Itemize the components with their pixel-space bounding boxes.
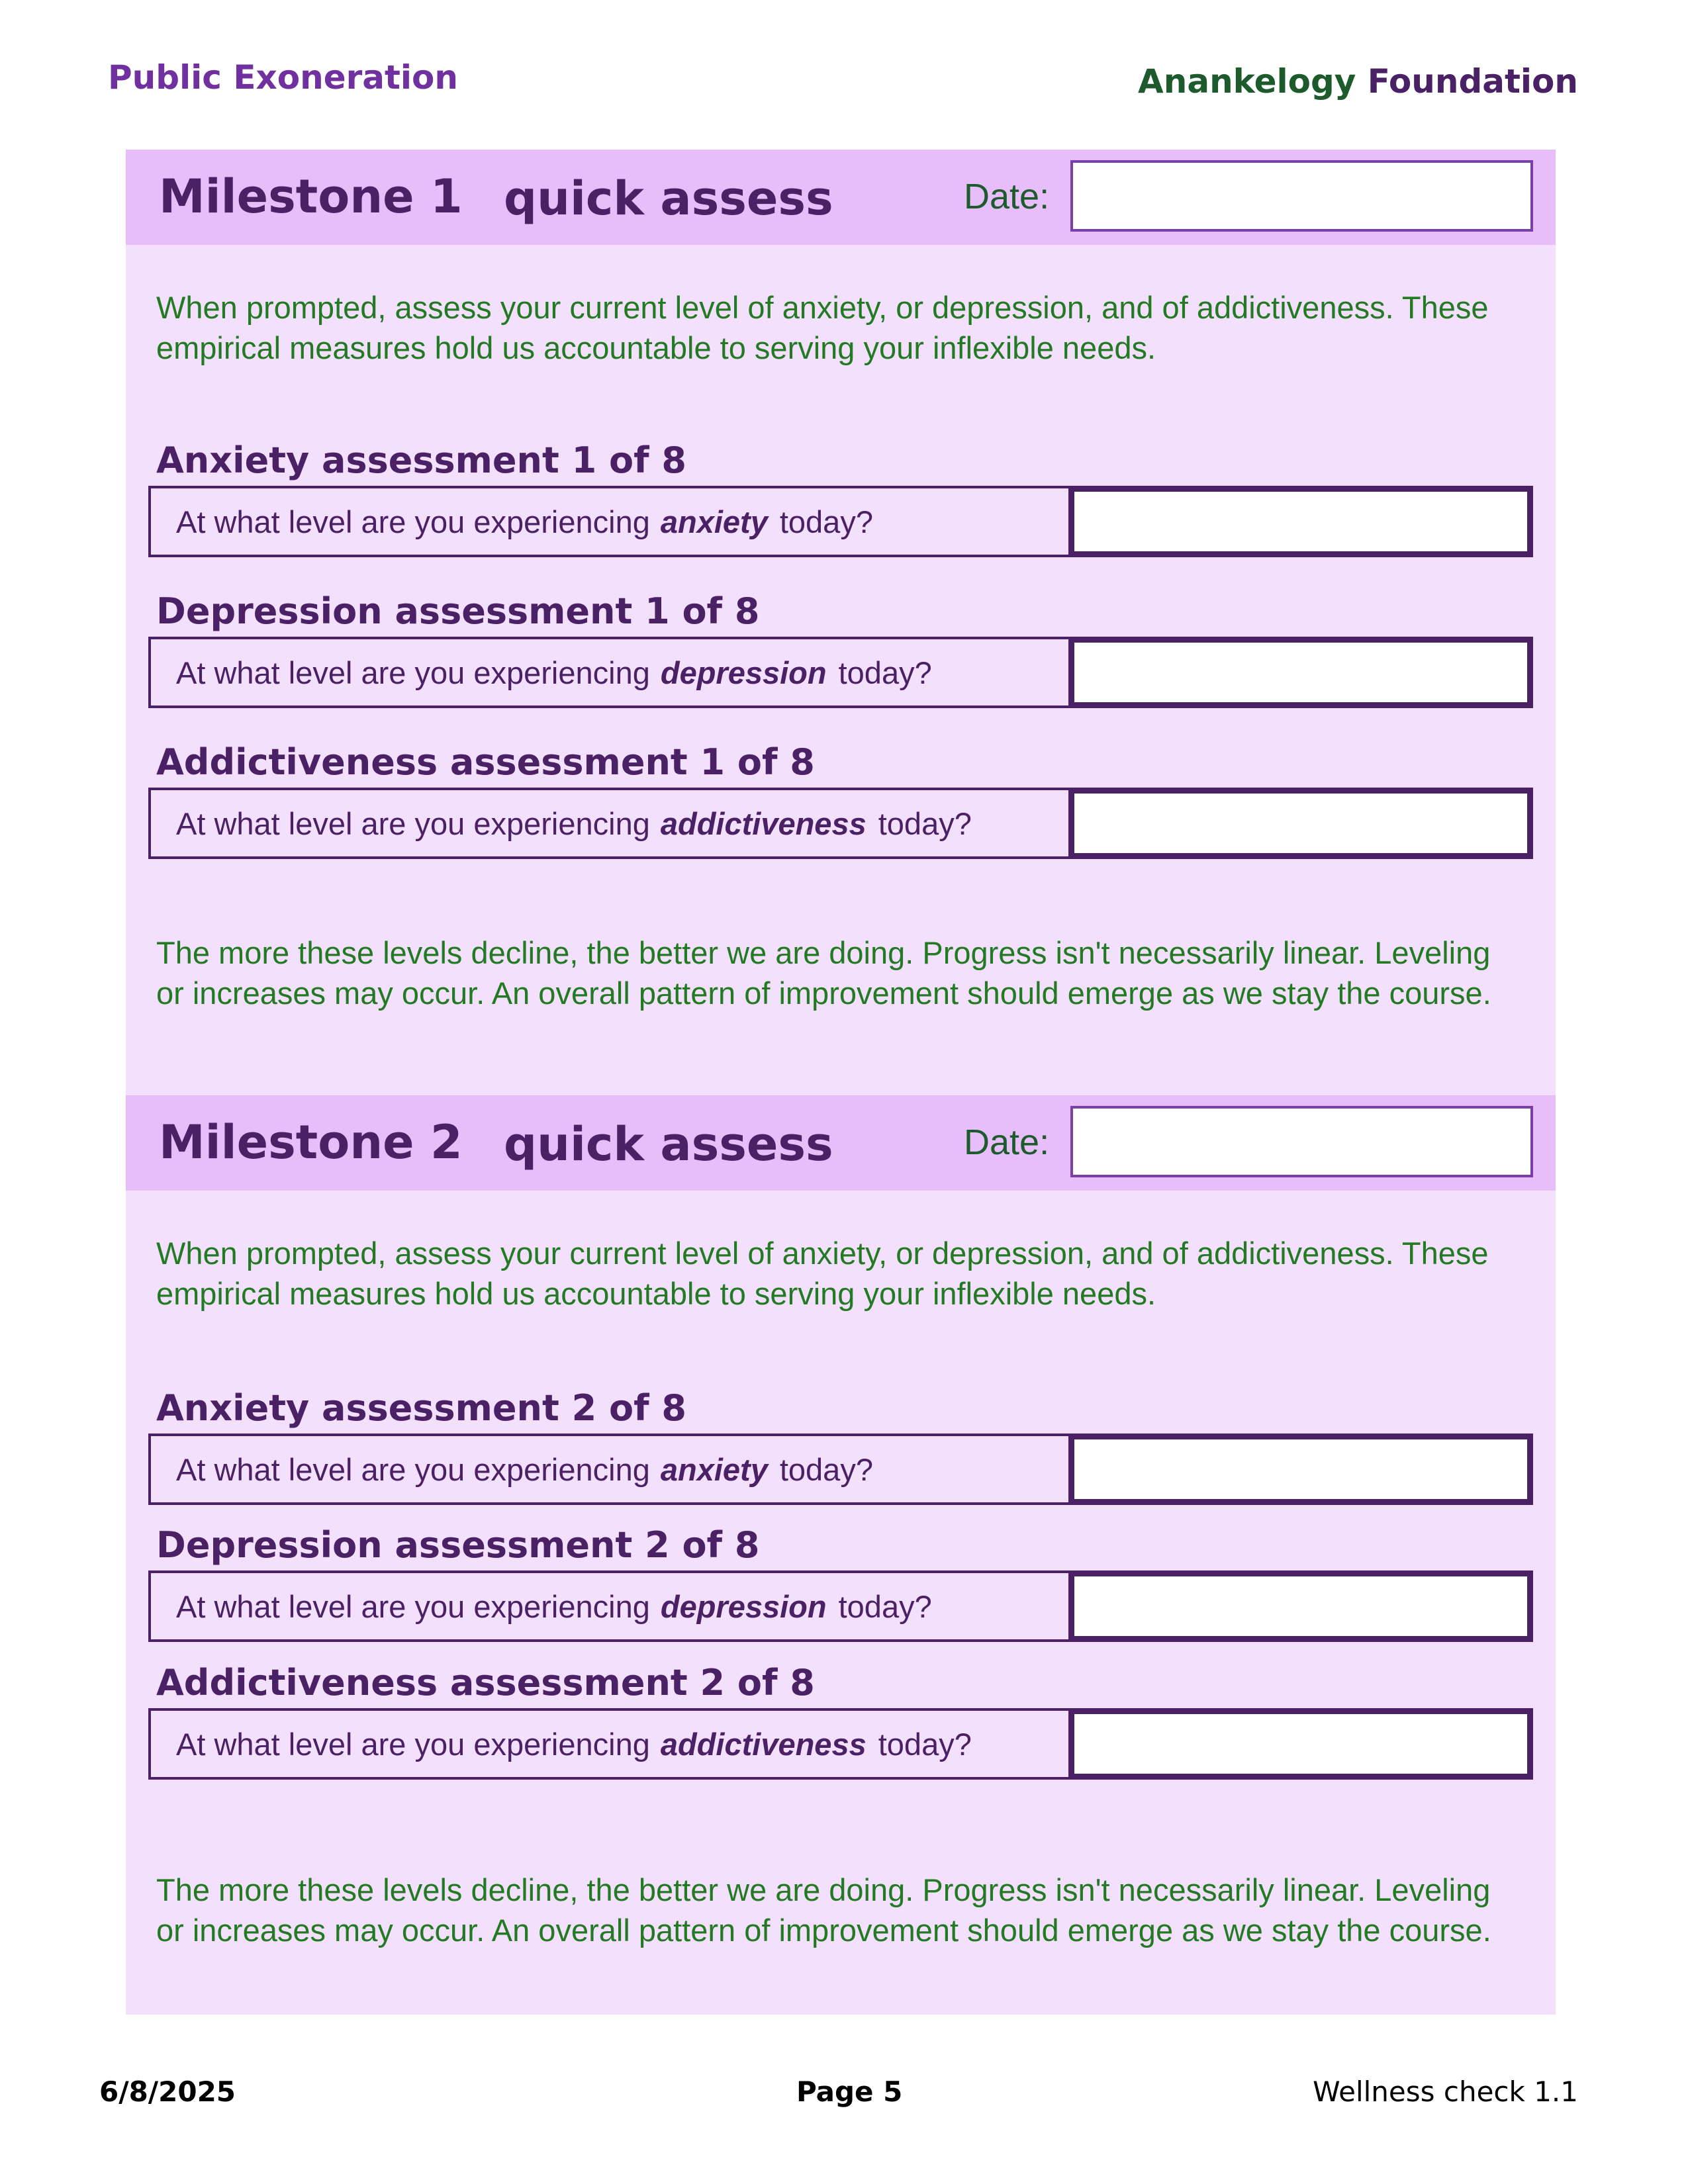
header-left-title: Public Exoneration [108, 58, 459, 97]
milestone-2-title: Milestone 2 [159, 1115, 463, 1169]
milestone-1-depression-row [148, 637, 1533, 708]
question-suffix: today? [779, 504, 873, 539]
milestone-1-anxiety-question [148, 486, 1071, 557]
milestone-2-addictiveness-input[interactable] [1068, 1708, 1533, 1780]
assessment-panel [126, 150, 1556, 2015]
milestone-1-subtitle: quick assess [504, 171, 833, 226]
milestone-1-depression-heading: Depression assessment 1 of 8 [156, 590, 760, 632]
milestone-2-intro: When prompted, assess your current level of anxiety, or depression, and of addictiveness. These empirical measures hold us accountable to serving your inflexible needs. [156, 1236, 1489, 1311]
header-right-part2: Foundation [1367, 62, 1578, 101]
milestone-1-addictiveness-question [148, 788, 1071, 859]
milestone-1-outro: The more these levels decline, the better we are doing. Progress isn't necessarily linear. Leveling or increases may occur. An overall pattern of improvement should emerge as we stay the course. [156, 935, 1491, 1011]
milestone-2-anxiety-row [148, 1433, 1533, 1505]
milestone-1-header-bar [126, 150, 1556, 245]
milestone-2-date-label: Date: [964, 1122, 1050, 1162]
milestone-1-date-label: Date: [964, 177, 1050, 216]
footer-date: 6/8/2025 [99, 2075, 236, 2108]
milestone-2-outro: The more these levels decline, the better we are doing. Progress isn't necessarily linear. Leveling or increases may occur. An overall pattern of improvement should emerge as we stay the course. [156, 1872, 1491, 1948]
question-term: anxiety [660, 504, 768, 539]
milestone-1-addictiveness-input[interactable] [1068, 788, 1533, 859]
milestone-2-anxiety-question [148, 1433, 1071, 1505]
footer-document-title: Wellness check 1.1 [1313, 2075, 1578, 2108]
milestone-2-addictiveness-heading: Addictiveness assessment 2 of 8 [156, 1662, 815, 1704]
milestone-1-anxiety-input[interactable] [1068, 486, 1533, 557]
milestone-2-addictiveness-row [148, 1708, 1533, 1780]
milestone-2-depression-heading: Depression assessment 2 of 8 [156, 1524, 760, 1566]
milestone-1-anxiety-heading: Anxiety assessment 1 of 8 [156, 439, 686, 481]
milestone-1-addictiveness-row [148, 788, 1533, 859]
milestone-2-date-field[interactable] [1070, 1106, 1533, 1177]
question-term: addictiveness [660, 1726, 867, 1762]
header-right-part1: Anankelogy [1138, 62, 1356, 101]
milestone-1-title: Milestone 1 [159, 169, 463, 224]
milestone-2-header-bar [126, 1095, 1556, 1191]
milestone-2-depression-question [148, 1570, 1071, 1642]
milestone-2-section [126, 1095, 1556, 2042]
question-term: depression [660, 1588, 827, 1624]
milestone-1-section [126, 150, 1556, 1096]
question-suffix: today? [838, 655, 932, 690]
milestone-1-intro: When prompted, assess your current level of anxiety, or depression, and of addictiveness. These empirical measures hold us accountable to serving your inflexible needs. [156, 290, 1489, 365]
milestone-1-depression-input[interactable] [1068, 637, 1533, 708]
milestone-1-addictiveness-heading: Addictiveness assessment 1 of 8 [156, 741, 815, 783]
question-suffix: today? [878, 1726, 972, 1762]
question-prefix: At what level are you experiencing [176, 655, 650, 690]
header-right-title [1138, 62, 1578, 101]
question-prefix: At what level are you experiencing [176, 805, 650, 841]
milestone-2-anxiety-heading: Anxiety assessment 2 of 8 [156, 1387, 686, 1429]
question-suffix: today? [779, 1451, 873, 1487]
milestone-2-depression-row [148, 1570, 1533, 1642]
milestone-2-anxiety-input[interactable] [1068, 1433, 1533, 1505]
question-prefix: At what level are you experiencing [176, 1588, 650, 1624]
footer-page-number: Page 5 [796, 2075, 903, 2108]
question-term: anxiety [660, 1451, 768, 1487]
question-prefix: At what level are you experiencing [176, 1726, 650, 1762]
question-suffix: today? [838, 1588, 932, 1624]
milestone-2-addictiveness-question [148, 1708, 1071, 1780]
milestone-2-depression-input[interactable] [1068, 1570, 1533, 1642]
milestone-2-subtitle: quick assess [504, 1117, 833, 1171]
question-term: addictiveness [660, 805, 867, 841]
question-prefix: At what level are you experiencing [176, 504, 650, 539]
question-prefix: At what level are you experiencing [176, 1451, 650, 1487]
milestone-1-date-field[interactable] [1070, 160, 1533, 232]
milestone-1-depression-question [148, 637, 1071, 708]
milestone-1-anxiety-row [148, 486, 1533, 557]
question-term: depression [660, 655, 827, 690]
question-suffix: today? [878, 805, 972, 841]
